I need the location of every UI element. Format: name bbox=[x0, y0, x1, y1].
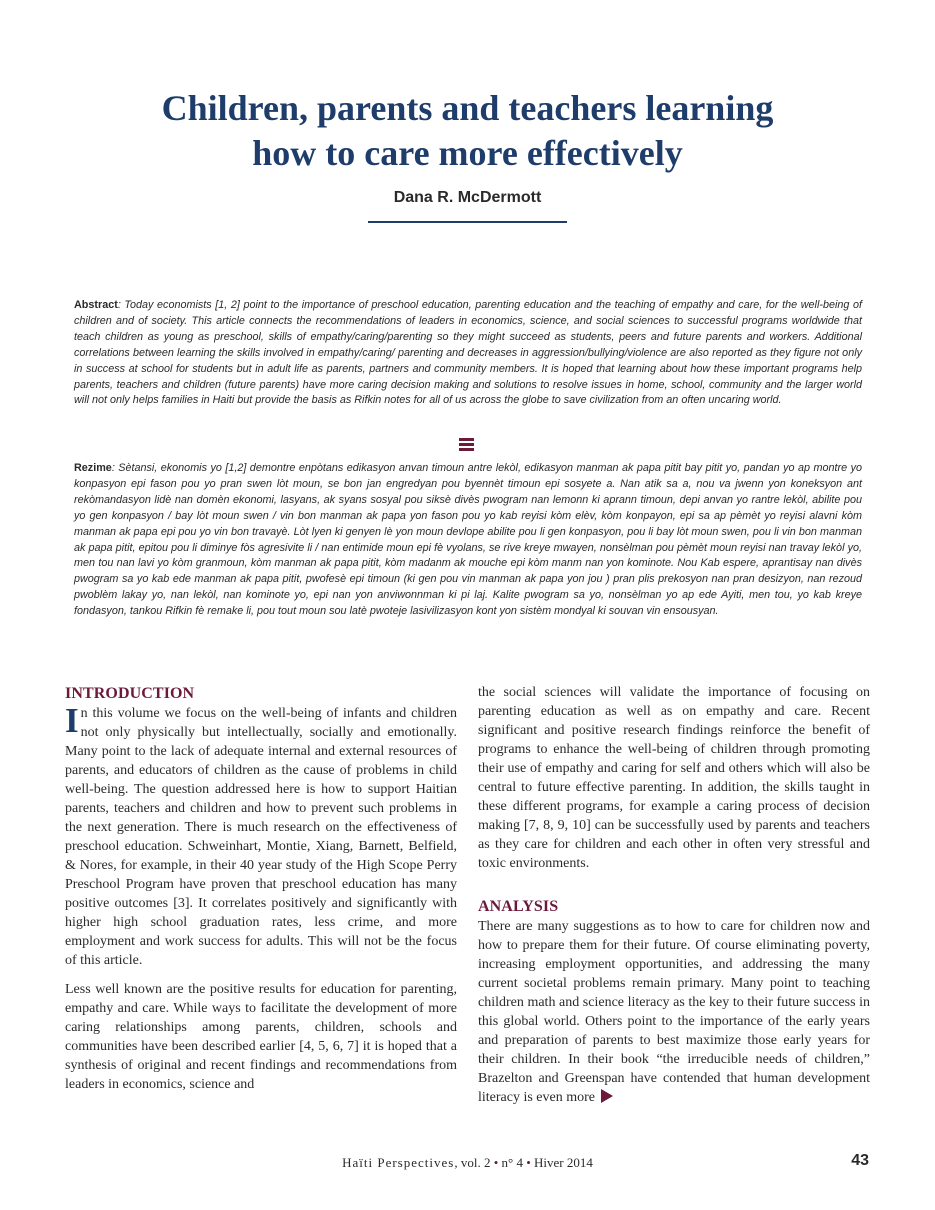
title-line-1: Children, parents and teachers learning bbox=[161, 88, 774, 128]
page-number: 43 bbox=[851, 1152, 869, 1169]
right-column bbox=[478, 683, 870, 1107]
abstract-creole bbox=[74, 461, 862, 620]
rezime-label: Rezime bbox=[74, 462, 112, 474]
introduction-paragraph-2: Less well known are the positive results for education for parenting, empathy and care. While ways to facilitate the development of more caring relationships among parents, children, schools and communities have been described earlier [4, 5, 6, 7] it is hoped that a synthesis of original and recent findings and recommendations from leaders in economics, science and bbox=[65, 982, 457, 1092]
introduction-paragraph-3: the social sciences will validate the importance of focusing on parenting education as well as on empathy and care. Recent significant and positive research findings reinforce the benefit of programs to enhance the well-being of children through promoting their use of empathy and caring for self and others which will also be central to future effective parenting. In addition, the skills taught in these different programs, for example a caring process of decision making [7, 8, 9, 10] can be successfully used by parents and teachers as they care for children and each other in often very stressful and toxic environments. bbox=[478, 685, 870, 871]
journal-volume: , vol. 2 bbox=[454, 1155, 491, 1170]
footer-bullet: • bbox=[526, 1155, 531, 1170]
abstract-text: : Today economists [1, 2] point to the importance of preschool education, parenting education and the teaching of empathy and care, for the well-being of children and of society. This article connects the recommendations of leaders in economics, science, and social sciences to successful programs worldwide that teach children as young as preschool, skills of empathy/caring/parenting so they might succeed as students, peers and future parents and workers. Additional correlations between learning the skills involved in empathy/caring/ parenting and decreases in aggression/bullying/violence are also reported as they figure not only in success at school for students but in adult life as parents, partners and community members. It is hoped that learning about how these important programs help parents, teachers and children (future parents) have more caring decision making and solutions to resolve issues in home, school, community and the larger world will not only helps families in Haiti but provide the basis as Rifkin notes for all of us across the globe to save civilization from an often uncaring world. bbox=[74, 299, 862, 407]
left-column bbox=[65, 684, 457, 1094]
journal-name: Haïti Perspectives bbox=[342, 1155, 455, 1170]
footer-bullet: • bbox=[493, 1155, 499, 1170]
rezime-text: : Sètansi, ekonomis yo [1,2] demontre enpòtans edikasyon anvan timoun antre lekòl, edikasyon manman ak papa pitit bay pitit yo, pandan yo ap montre yo konpasyon epi fason pou yo pran swen lòt moun, se bon jan engredyan pou byennèt timoun epi sosyete a. Nan atik sa a, nou va jwenn yon koneksyon ant rekòmandasyon lidè nan domèn ekonomi, lasyans, ak syans sosyal pou siksè divès pwogram nan lemonn ki aprann timoun, depi anvan yo rantre lekòl, abilite pou yo gen konpasyon / bay lòt moun swen / vin bon manman ak papa yon fason pou yo kab reyisi kòm elèv, kòm konpayon, epi sa ap pèmèt yo reyisi alavni kòm manman ak papa epi pou yo vin bon travayè. Lòt lyen ki genyen lè yon moun devlope abilite pou li gen konpasyon, pou li bay lòt moun swen, pou li vin bon manman ak papa pitit, epitou pou li diminye fòs agresivite li / nan entimide moun epi fè vyolans, se rive kreye mwayen, nonsèlman pou pèmèt moun reyisi nan travay lekòl yo, men tou nan lavi yo kòm granmoun, kòm manman ak papa pitit, kòm madanm ak mouche epi kòm manm nan yon kominote. Nou Kab espere, aprantisay nan divès pwogram sa yo kab ede manman ak papa pitit, pwofesè epi timoun (ki gen pou vin manman ak papa yon jou ) pran plis prekosyon nan pran desizyon, nan rezoud pwoblèm lakay yo, nan lekòl, nan kominote yo, epi nan yon anviwonnman ki pi laj. Kalite pwogram sa yo, nonsèlman yo ap ede Ayiti, men tou, yo kab kreye fondasyon, tankou Rifkin fè remake li, pou tout moun sou latè pwoteje lasivilizasyon kont yon sistèm mondyal ki souvan vin ensousyan. bbox=[74, 462, 862, 618]
article-title bbox=[60, 86, 875, 176]
analysis-heading: ANALYSIS bbox=[478, 898, 559, 915]
title-line-2: how to care more effectively bbox=[252, 133, 683, 173]
introduction-paragraph-1 bbox=[65, 701, 457, 970]
author-name: Dana R. McDermott bbox=[393, 189, 542, 206]
continue-arrow-icon bbox=[601, 1089, 613, 1103]
drop-cap: I bbox=[65, 701, 79, 740]
abstract-english bbox=[74, 298, 862, 409]
introduction-heading: INTRODUCTION bbox=[65, 685, 195, 702]
journal-issue: n° 4 bbox=[501, 1155, 523, 1170]
analysis-paragraph-1 bbox=[478, 917, 870, 1107]
analysis-paragraph-1-text: There are many suggestions as to how to care for children now and how to prepare them for their future. Of course eliminating poverty, increasing employment opportunities, and addressing the many current societal problems remain primary. Many point to teaching children math and science literacy as the key to their future success in this global world. Others point to the importance of the early years and preparation of parents to best maximize those early years for their children. In their book “the irreducible needs of children,” Brazelton and Greenspan have contended that human development literacy is even more bbox=[478, 919, 870, 1105]
abstract-label: Abstract bbox=[74, 299, 118, 311]
introduction-paragraph-1-text: n this volume we focus on the well-being of infants and children not only physically but intellectually, socially and emotionally. Many point to the lack of adequate internal and external resources of parents, and educators of children as the cause of problems in child well-being. The question addressed here is how to support Haitian parents, teachers and children and how to prevent such problems in the next generation. There is much research on the effectiveness of preschool education. Schweinhart, Montie, Xiang, Barnett, Belfield, & Nores, for example, in their 40 year study of the High Scope Perry Preschool Program have proven that preschool education has many positive outcomes [3]. It correlates positively and significantly with higher high school graduation rates, less crime, and more employment and work success for adults. This will not be the focus of this article. bbox=[65, 706, 457, 968]
author-divider bbox=[368, 221, 567, 223]
section-divider-icon bbox=[459, 438, 474, 453]
page-footer bbox=[0, 1155, 935, 1171]
journal-season: Hiver 2014 bbox=[534, 1155, 593, 1170]
